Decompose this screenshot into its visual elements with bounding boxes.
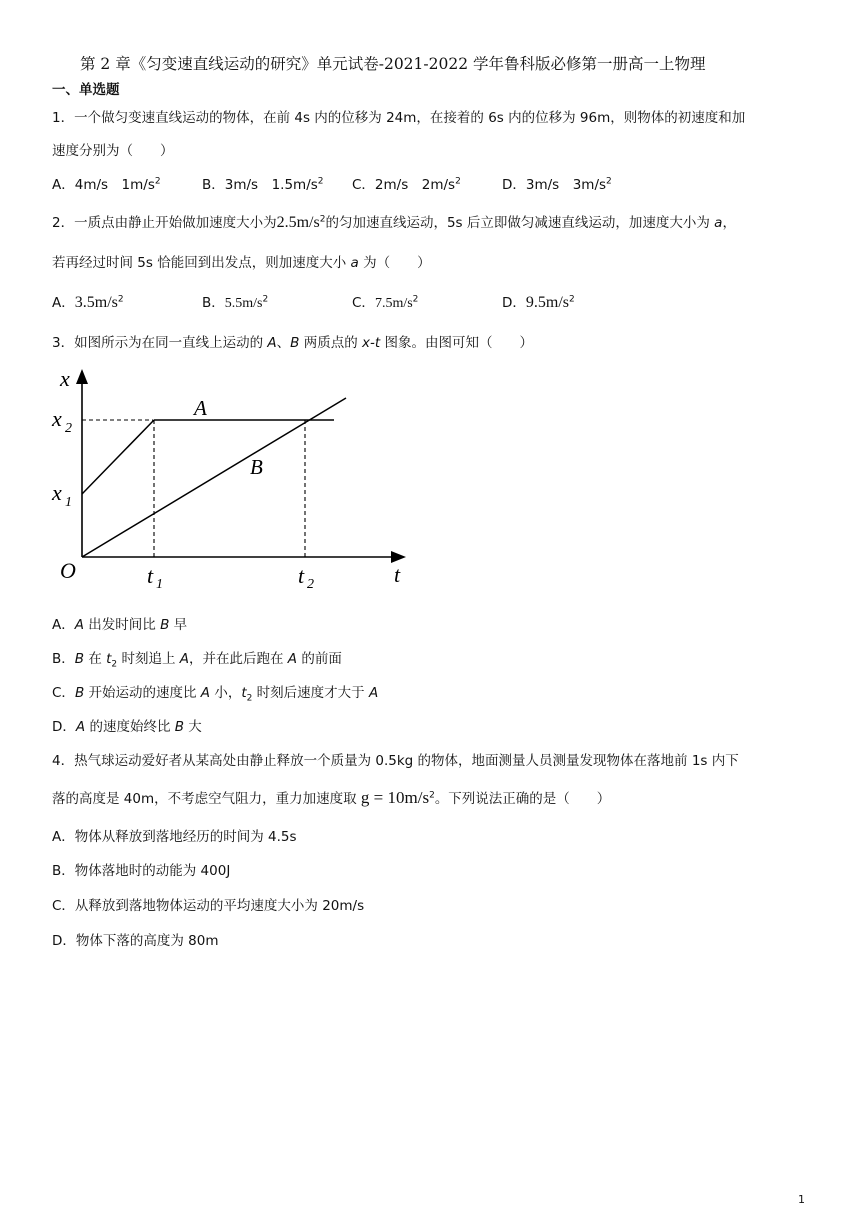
q3-option-c-p4: 小， [210,685,242,701]
q3-option-d-p4: 大 [184,719,202,735]
line-b [82,398,346,557]
q3-option-c-p5: t [241,685,247,701]
q3-option-a-p3: B [160,617,170,633]
q3-option-d-p3: B [174,719,185,735]
q2-var-a: a [714,215,723,231]
page-title: 第 2 章《匀变速直线运动的研究》单元试卷-2021-2022 学年鲁科版必修第一册高一上物理 [80,55,706,73]
q1-option-b[interactable] [202,173,324,193]
q1-stem-line1: 1．一个做匀变速直线运动的物体，在前 4s 内的位移为 24m，在接着的 6s 内的位移为 96m，则物体的初速度和加 [52,110,746,126]
q1-option-a-text: A．4m/s 1m/s [52,177,155,193]
q3-stem-post: 图象。由图可知（ ） [380,335,533,351]
q4-stem-line2 [52,787,610,808]
q3-stem-mid: 、 [276,335,291,351]
q2-option-c-label: C． [352,295,375,311]
q4-option-d[interactable]: D．物体下落的高度为 80m [52,933,219,949]
section-heading: 一、单选题 [52,82,120,98]
q2-option-b-label: B． [202,295,225,311]
x2-label: x [52,406,62,431]
q2-accel-sup: 2 [319,214,326,225]
q4-gravity-eq: g = 10m/s [360,788,430,807]
q1-option-b-text: B．3m/s 1.5m/s [202,177,318,193]
q2-option-a-sup: 2 [117,294,124,305]
q3-option-c-label: C． [52,685,75,701]
q3-option-a[interactable] [52,613,187,633]
q3-stem-b: B [290,335,300,351]
t1-label: t [147,563,154,588]
q4-stem2-post: 。下列说法正确的是（ ） [434,791,611,807]
q2-stem-line2 [52,251,431,271]
q3-option-c-p3: A [200,685,211,701]
q2-option-a[interactable] [52,291,124,312]
q1-option-c-text: C．2m/s 2m/s [352,177,456,193]
q3-stem-pre: 3．如图所示为在同一直线上运动的 [52,335,268,351]
q2-stem-post: 的匀加速直线运动，5s 后立即做匀减速直线运动，加速度大小为 [325,215,715,231]
q1-option-c[interactable] [352,173,461,193]
q3-option-c-p2: 开始运动的速度比 [84,685,201,701]
q1-option-d-sup: 2 [606,176,612,187]
q3-stem-mid2: 两质点的 [299,335,362,351]
q3-option-b-p5: A [179,651,189,667]
q3-option-a-p2: 出发时间比 [84,617,161,633]
q3-stem-a: A [267,335,277,351]
origin-label: O [60,558,76,583]
q3-option-b-p1: B [74,651,85,667]
q2-option-d-label: D． [502,295,526,311]
x1-sub: 1 [65,495,72,510]
t2-sub: 2 [307,577,314,592]
q2-accel-value: 2.5m/s [276,214,320,231]
x-axis-arrow [76,369,88,384]
page-number: 1 [798,1193,805,1206]
q2-option-d-sup: 2 [569,294,575,305]
q2-option-c-sup: 2 [412,294,419,305]
x1-label: x [52,480,62,505]
q3-option-c[interactable] [52,681,378,704]
q2-option-c[interactable] [352,291,418,312]
q4-gravity-sup: 2 [429,790,435,801]
q3-option-b-p3: t [106,651,112,667]
xt-graph [48,364,418,594]
q4-option-a[interactable]: A．物体从释放到落地经历的时间为 4.5s [52,829,297,845]
q3-option-c-p1: B [74,685,85,701]
q1-option-d-text: D．3m/s 3m/s [502,177,607,193]
q1-option-b-sup: 2 [317,176,324,187]
q1-option-d[interactable] [502,173,612,193]
q3-option-b-p3sub: 2 [111,659,118,670]
q3-option-b-p2: 在 [84,651,107,667]
x2-sub: 2 [65,421,72,436]
q3-option-c-p6: 时刻后速度才大于 [252,685,369,701]
q2-option-a-label: A． [52,295,75,311]
q3-option-b[interactable] [52,647,342,670]
q2-option-d[interactable] [502,291,575,312]
q1-option-c-sup: 2 [455,176,461,187]
q3-stem [52,331,533,351]
q3-option-c-p7: A [368,685,379,701]
q1-stem-line2: 速度分别为（ ） [52,143,174,159]
q2-option-b-sup: 2 [262,294,269,305]
q2-option-b[interactable] [202,291,268,312]
q1-option-a[interactable] [52,173,161,193]
q3-option-b-p8: 的前面 [297,651,342,667]
q4-option-b[interactable]: B．物体落地时的动能为 400J [52,863,231,879]
line-b-label: B [250,455,263,479]
q2-stem-line1 [52,211,736,232]
q3-option-d-p2: 的速度始终比 [85,719,175,735]
q3-option-a-p1: A [74,617,84,633]
q3-option-d-label: D． [52,719,76,735]
q3-option-b-p7: A [287,651,298,667]
q2-stem-pre: 2．一质点由静止开始做加速度大小为 [52,215,277,231]
q4-stem-line1: 4．热气球运动爱好者从某高处由静止释放一个质量为 0.5kg 的物体，地面测量人员测量发现物体在落地前 1s 内下 [52,753,739,769]
q2-option-d-value: 9.5m/s [525,294,570,311]
q4-option-c[interactable]: C．从释放到落地物体运动的平均速度大小为 20m/s [52,898,365,914]
q2-var-a2: a [350,255,359,271]
q2-option-c-value: 7.5m/s [374,296,413,311]
q3-option-a-p4: 早 [169,617,188,633]
q2-option-b-value: 5.5m/s [224,296,263,311]
q3-option-d-p1: A [75,719,86,735]
t2-label: t [298,563,305,588]
q3-option-b-label: B． [52,651,75,667]
q3-option-b-p4: 时刻追上 [117,651,180,667]
q1-option-a-sup: 2 [154,176,161,187]
q2-stem-end: ， [722,215,736,231]
q4-stem2-pre: 落的高度是 40m，不考虑空气阻力，重力加速度取 [52,791,361,807]
line-a-rise [82,420,154,494]
q2-stem2-pre: 若再经过时间 5s 恰能回到出发点，则加速度大小 [52,255,351,271]
line-a-label: A [194,396,207,420]
axis-label-x: x [60,366,70,391]
q3-option-c-p5sub: 2 [246,693,253,704]
q3-stem-xt: x-t [362,335,381,351]
q2-option-a-value: 3.5m/s [74,294,118,311]
q3-option-b-p6: ，并在此后跑在 [189,651,288,667]
q3-option-d[interactable] [52,715,202,735]
axis-label-t: t [394,562,401,587]
q2-stem2-post: 为（ ） [358,255,431,271]
t1-sub: 1 [156,577,163,592]
q3-option-a-label: A． [52,617,75,633]
